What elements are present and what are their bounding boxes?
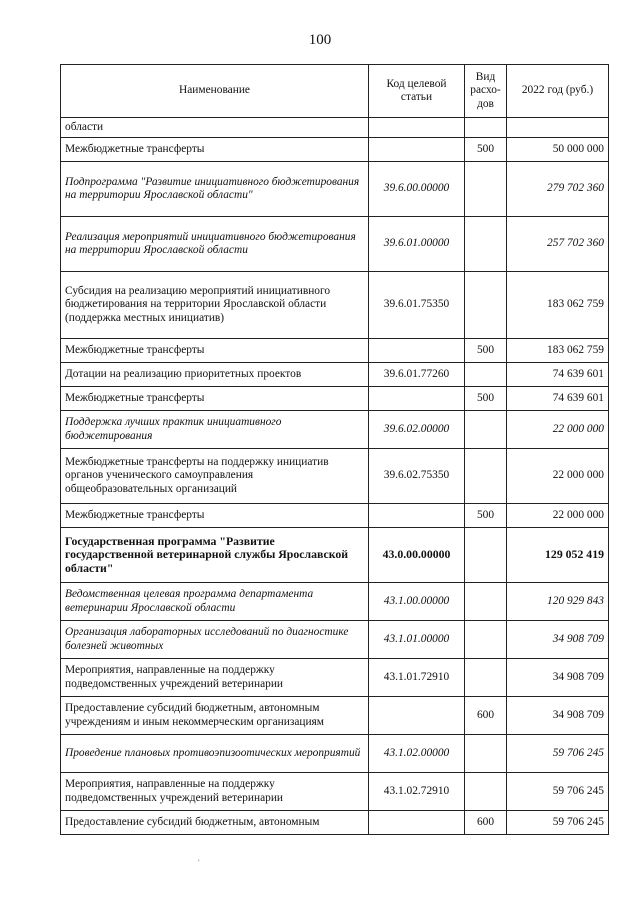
row-amount-cell: 183 062 759 xyxy=(507,272,609,339)
table-row xyxy=(61,217,609,272)
row-kind-cell: 500 xyxy=(465,504,507,528)
row-amount-cell: 34 908 709 xyxy=(507,621,609,659)
row-name-cell: Межбюджетные трансферты xyxy=(61,138,369,162)
row-name-cell: Межбюджетные трансферты xyxy=(61,339,369,363)
table-row xyxy=(61,528,609,583)
table-row xyxy=(61,773,609,811)
row-amount-cell: 74 639 601 xyxy=(507,387,609,411)
row-code-cell xyxy=(369,118,465,138)
row-name-cell: Предоставление субсидий бюджетным, автономным учреждениям и иным некоммерческим организациям xyxy=(61,697,369,735)
table-row xyxy=(61,697,609,735)
row-amount-cell: 22 000 000 xyxy=(507,449,609,504)
row-amount-cell: 22 000 000 xyxy=(507,411,609,449)
row-kind-cell xyxy=(465,272,507,339)
page-number: 100 xyxy=(308,32,332,48)
row-code-cell xyxy=(369,387,465,411)
row-amount-cell: 74 639 601 xyxy=(507,363,609,387)
table-row xyxy=(61,735,609,773)
row-code-cell xyxy=(369,138,465,162)
row-code-cell: 39.6.01.75350 xyxy=(369,272,465,339)
row-name-cell: Межбюджетные трансферты xyxy=(61,504,369,528)
row-kind-cell xyxy=(465,735,507,773)
row-name-cell: Ведомственная целевая программа департамента ветеринарии Ярославской области xyxy=(61,583,369,621)
row-name-cell: Дотации на реализацию приоритетных проектов xyxy=(61,363,369,387)
table-row xyxy=(61,583,609,621)
row-amount-cell: 129 052 419 xyxy=(507,528,609,583)
row-amount-cell xyxy=(507,118,609,138)
table-row xyxy=(61,118,609,138)
table-row xyxy=(61,387,609,411)
row-amount-cell: 59 706 245 xyxy=(507,735,609,773)
row-kind-cell xyxy=(465,411,507,449)
row-name-cell: Поддержка лучших практик инициативного бюджетирования xyxy=(61,411,369,449)
row-kind-cell: 500 xyxy=(465,138,507,162)
row-code-cell: 43.1.00.00000 xyxy=(369,583,465,621)
row-amount-cell: 257 702 360 xyxy=(507,217,609,272)
row-amount-cell: 59 706 245 xyxy=(507,773,609,811)
row-kind-cell xyxy=(465,217,507,272)
table-row xyxy=(61,621,609,659)
row-amount-cell: 22 000 000 xyxy=(507,504,609,528)
table-row xyxy=(61,272,609,339)
row-name-cell: Субсидия на реализацию мероприятий инициативного бюджетирования на территории Ярославской области (поддержка местных инициатив) xyxy=(61,272,369,339)
table-row xyxy=(61,138,609,162)
row-name-cell: Организация лабораторных исследований по диагностике болезней животных xyxy=(61,621,369,659)
header-name: Наименование xyxy=(61,65,369,118)
row-amount-cell: 59 706 245 xyxy=(507,811,609,835)
row-code-cell: 43.0.00.00000 xyxy=(369,528,465,583)
header-amount: 2022 год (руб.) xyxy=(507,65,609,118)
table-row xyxy=(61,411,609,449)
row-code-cell: 43.1.01.00000 xyxy=(369,621,465,659)
row-code-cell: 43.1.01.72910 xyxy=(369,659,465,697)
table-row xyxy=(61,659,609,697)
row-amount-cell: 50 000 000 xyxy=(507,138,609,162)
row-kind-cell xyxy=(465,528,507,583)
row-name-cell: Реализация мероприятий инициативного бюджетирования на территории Ярославской области xyxy=(61,217,369,272)
row-code-cell: 39.6.02.75350 xyxy=(369,449,465,504)
row-code-cell: 39.6.01.77260 xyxy=(369,363,465,387)
row-code-cell xyxy=(369,339,465,363)
row-amount-cell: 34 908 709 xyxy=(507,697,609,735)
table-row xyxy=(61,811,609,835)
row-kind-cell: 600 xyxy=(465,697,507,735)
row-kind-cell xyxy=(465,583,507,621)
row-code-cell xyxy=(369,811,465,835)
table-row xyxy=(61,504,609,528)
row-amount-cell: 34 908 709 xyxy=(507,659,609,697)
row-amount-cell: 183 062 759 xyxy=(507,339,609,363)
row-kind-cell xyxy=(465,449,507,504)
row-name-cell: Предоставление субсидий бюджетным, автономным xyxy=(61,811,369,835)
row-name-cell: области xyxy=(61,118,369,138)
row-kind-cell xyxy=(465,659,507,697)
table-header-row xyxy=(61,65,609,118)
row-code-cell: 39.6.02.00000 xyxy=(369,411,465,449)
row-code-cell: 39.6.01.00000 xyxy=(369,217,465,272)
row-code-cell: 39.6.00.00000 xyxy=(369,162,465,217)
row-kind-cell xyxy=(465,621,507,659)
table-row xyxy=(61,363,609,387)
row-code-cell: 43.1.02.72910 xyxy=(369,773,465,811)
row-kind-cell xyxy=(465,118,507,138)
row-name-cell: Мероприятия, направленные на поддержку подведомственных учреждений ветеринарии xyxy=(61,659,369,697)
table-row xyxy=(61,162,609,217)
header-kind: Вид расхо-дов xyxy=(465,65,507,118)
row-kind-cell: 500 xyxy=(465,339,507,363)
row-amount-cell: 279 702 360 xyxy=(507,162,609,217)
row-kind-cell: 500 xyxy=(465,387,507,411)
scan-mark: ' xyxy=(198,858,200,868)
row-name-cell: Межбюджетные трансферты на поддержку инициатив органов ученического самоуправления общеобразовательных организаций xyxy=(61,449,369,504)
row-code-cell: 43.1.02.00000 xyxy=(369,735,465,773)
row-name-cell: Межбюджетные трансферты xyxy=(61,387,369,411)
row-name-cell: Подпрограмма "Развитие инициативного бюджетирования на территории Ярославской области" xyxy=(61,162,369,217)
row-code-cell xyxy=(369,504,465,528)
table-row xyxy=(61,339,609,363)
row-name-cell: Государственная программа "Развитие государственной ветеринарной службы Ярославской области" xyxy=(61,528,369,583)
row-name-cell: Мероприятия, направленные на поддержку подведомственных учреждений ветеринарии xyxy=(61,773,369,811)
row-name-cell: Проведение плановых противоэпизоотических мероприятий xyxy=(61,735,369,773)
row-kind-cell xyxy=(465,773,507,811)
row-kind-cell xyxy=(465,363,507,387)
row-kind-cell: 600 xyxy=(465,811,507,835)
budget-table xyxy=(60,64,609,835)
row-kind-cell xyxy=(465,162,507,217)
row-code-cell xyxy=(369,697,465,735)
table-row xyxy=(61,449,609,504)
header-code: Код целевой статьи xyxy=(369,65,465,118)
row-amount-cell: 120 929 843 xyxy=(507,583,609,621)
